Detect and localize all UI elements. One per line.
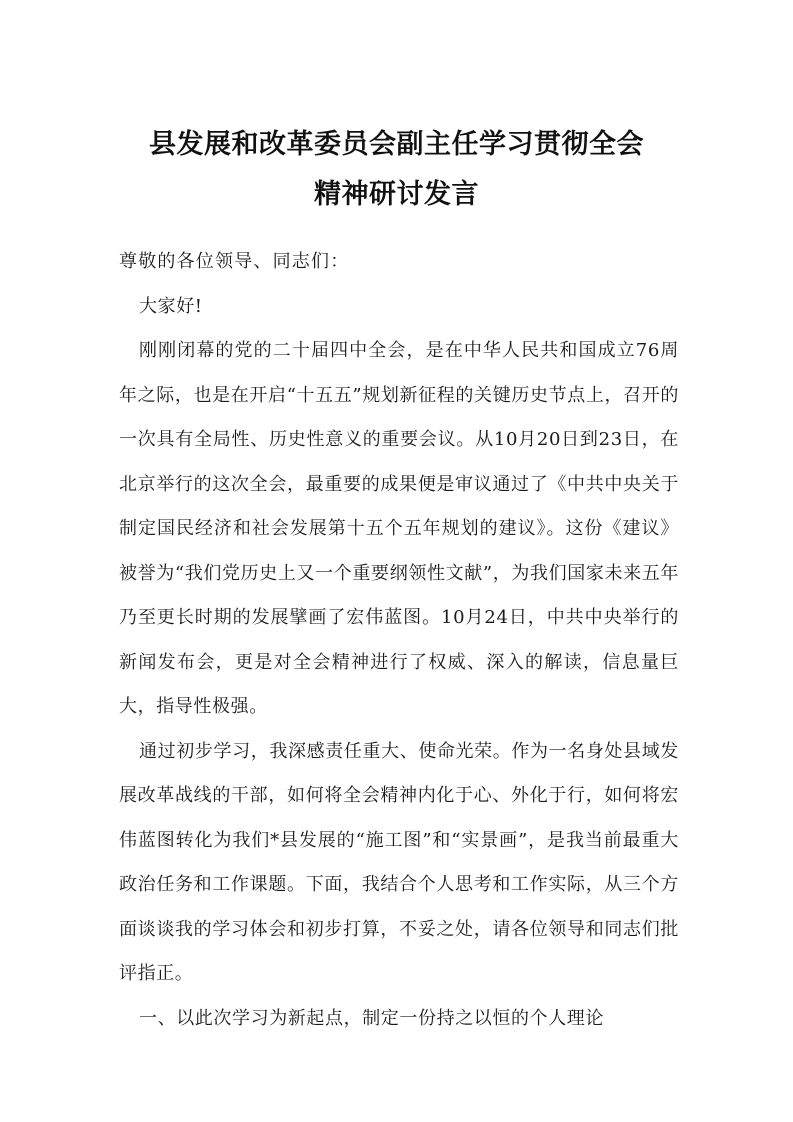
greeting: 大家好! <box>139 295 203 317</box>
document-body <box>119 240 679 1041</box>
document-title-line-2: 精神研讨发言 <box>314 179 479 210</box>
section-heading-1: 一、以此次学习为新起点，制定一份持之以恒的个人理论 <box>139 1007 604 1029</box>
document-title-line-1: 县发展和改革委员会副主任学习贯彻全会 <box>149 129 644 160</box>
paragraph-1: 刚刚闭幕的党的二十届四中全会，是在中华人民共和国成立76周年之际，也是在开启“十五五”规划新征程的关键历史节点上，召开的一次具有全局性、历史性意义的重要会议。从10月20日到23日，在北京举行的这次全会，最重要的成果便是审议通过了《中共中央关于制定国民经济和社会发展第十五个五年规划的建议》。这份《建议》被誉为“我们党历史上又一个重要纲领性文献”，为我们国家未来五年乃至更长时期的发展擘画了宏伟蓝图。10月24日，中共中央举行的新闻发布会，更是对全会精神进行了权威、深入的解读，信息量巨大，指导性极强。 <box>119 340 679 717</box>
salutation: 尊敬的各位领导、同志们： <box>119 251 350 272</box>
paragraph-2: 通过初步学习，我深感责任重大、使命光荣。作为一名身处县域发展改革战线的干部，如何将全会精神内化于心、外化于行，如何将宏伟蓝图转化为我们*县发展的“施工图”和“实景画”，是我当前最重大政治任务和工作课题。下面，我结合个人思考和工作实际，从三个方面谈谈我的学习体会和初步打算，不妥之处，请各位领导和同志们批评指正。 <box>119 740 679 984</box>
